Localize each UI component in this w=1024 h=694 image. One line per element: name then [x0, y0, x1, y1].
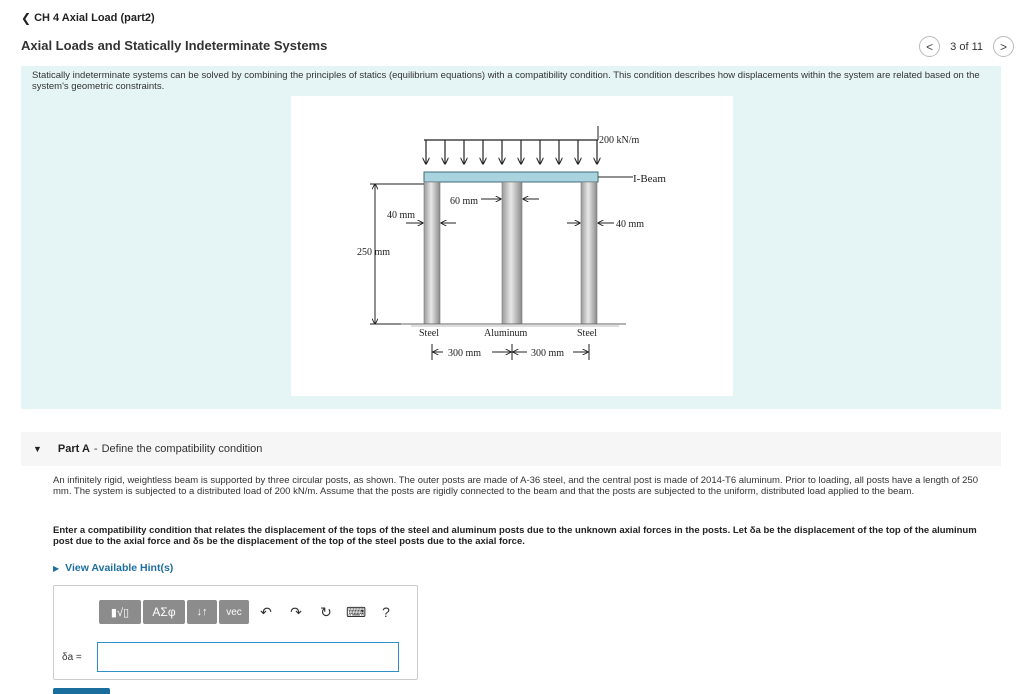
- view-hints-link[interactable]: [53, 562, 173, 574]
- dim-60mm-label: 60 mm: [450, 196, 479, 207]
- caret-right-icon: ▶: [53, 563, 60, 573]
- back-link[interactable]: [21, 11, 155, 25]
- post-left-label: Steel: [419, 328, 439, 339]
- help-button[interactable]: ?: [382, 604, 390, 620]
- page-title: Axial Loads and Statically Indeterminate Systems: [21, 38, 328, 53]
- span-right-label: 300 mm: [531, 348, 565, 359]
- greek-symbols-button[interactable]: ΑΣφ: [143, 600, 185, 624]
- i-beam: [424, 172, 598, 182]
- load-label: 200 kN/m: [599, 135, 640, 146]
- intro-text: Statically indeterminate systems can be solved by combining the principles of statics (equilibrium equations) with a compatibility condition. This condition describes how displacements within the system are related based on the system's geometric constraints.: [32, 70, 980, 92]
- figure-panel: [291, 96, 733, 396]
- submit-button[interactable]: [53, 688, 110, 694]
- templates-button[interactable]: ▮√▯: [99, 600, 141, 624]
- hint-link-label: View Available Hint(s): [65, 562, 174, 574]
- beam-post-figure: [291, 96, 733, 396]
- vector-button[interactable]: vec: [219, 600, 249, 624]
- part-a-separator: -: [93, 443, 98, 455]
- part-a-subtitle: Define the compatibility condition: [101, 443, 263, 455]
- subscript-superscript-button[interactable]: ↓↑: [187, 600, 217, 624]
- span-left-label: 300 mm: [448, 348, 482, 359]
- math-toolbar: [99, 600, 399, 624]
- caret-down-icon: ▼: [33, 444, 42, 454]
- beam-label: I-Beam: [633, 173, 666, 185]
- steel-post-right: [581, 182, 597, 324]
- height-dimension-label: 250 mm: [357, 247, 391, 258]
- question-prompt: Enter a compatibility condition that relates the displacement of the tops of the steel and aluminum posts due to the unknown axial forces in the posts. Let δa be the displacement of the top of the aluminum post due to the axial force and δs be the displacement of the top of the steel posts due to the axial force.: [53, 525, 977, 547]
- post-center-label: Aluminum: [484, 328, 528, 339]
- next-page-button[interactable]: [993, 36, 1014, 57]
- intro-box: [21, 66, 1001, 409]
- part-a-header[interactable]: [21, 432, 1001, 466]
- answer-input[interactable]: [97, 642, 399, 672]
- problem-statement: An infinitely rigid, weightless beam is supported by three circular posts, as shown. The outer posts are made of A-36 steel, and the central post is made of 2014-T6 aluminum. Prior to loading, all posts have a length of 250 mm. The system is subjected to a distributed load of 200 kN/m. Assume that the posts are rigidly connected to the beam and that the posts are subjected to the uniform, distributed load applied to the beam.: [53, 475, 978, 497]
- dim-40mm-right-label: 40 mm: [616, 219, 645, 230]
- circle-chevron-right-icon: >: [999, 39, 1007, 54]
- pager: [919, 36, 1014, 57]
- back-link-label: CH 4 Axial Load (part2): [34, 12, 155, 24]
- keyboard-icon[interactable]: ⌨: [345, 603, 367, 620]
- circle-chevron-left-icon: <: [926, 39, 934, 54]
- steel-post-left: [424, 182, 440, 324]
- aluminum-post: [502, 182, 522, 324]
- answer-box: [53, 585, 418, 680]
- redo-icon[interactable]: ↷: [290, 603, 302, 620]
- post-right-label: Steel: [577, 328, 597, 339]
- page-count: 3 of 11: [950, 40, 983, 53]
- chevron-left-icon: ❮: [21, 11, 32, 25]
- dim-40mm-left-label: 40 mm: [387, 210, 416, 221]
- reset-icon[interactable]: ↻: [320, 603, 332, 620]
- prev-page-button[interactable]: [919, 36, 940, 57]
- undo-icon[interactable]: ↶: [260, 603, 272, 620]
- distributed-load-arrows: [424, 140, 598, 164]
- answer-input-label: δa =: [62, 652, 82, 663]
- part-a-label: Part A: [57, 443, 90, 455]
